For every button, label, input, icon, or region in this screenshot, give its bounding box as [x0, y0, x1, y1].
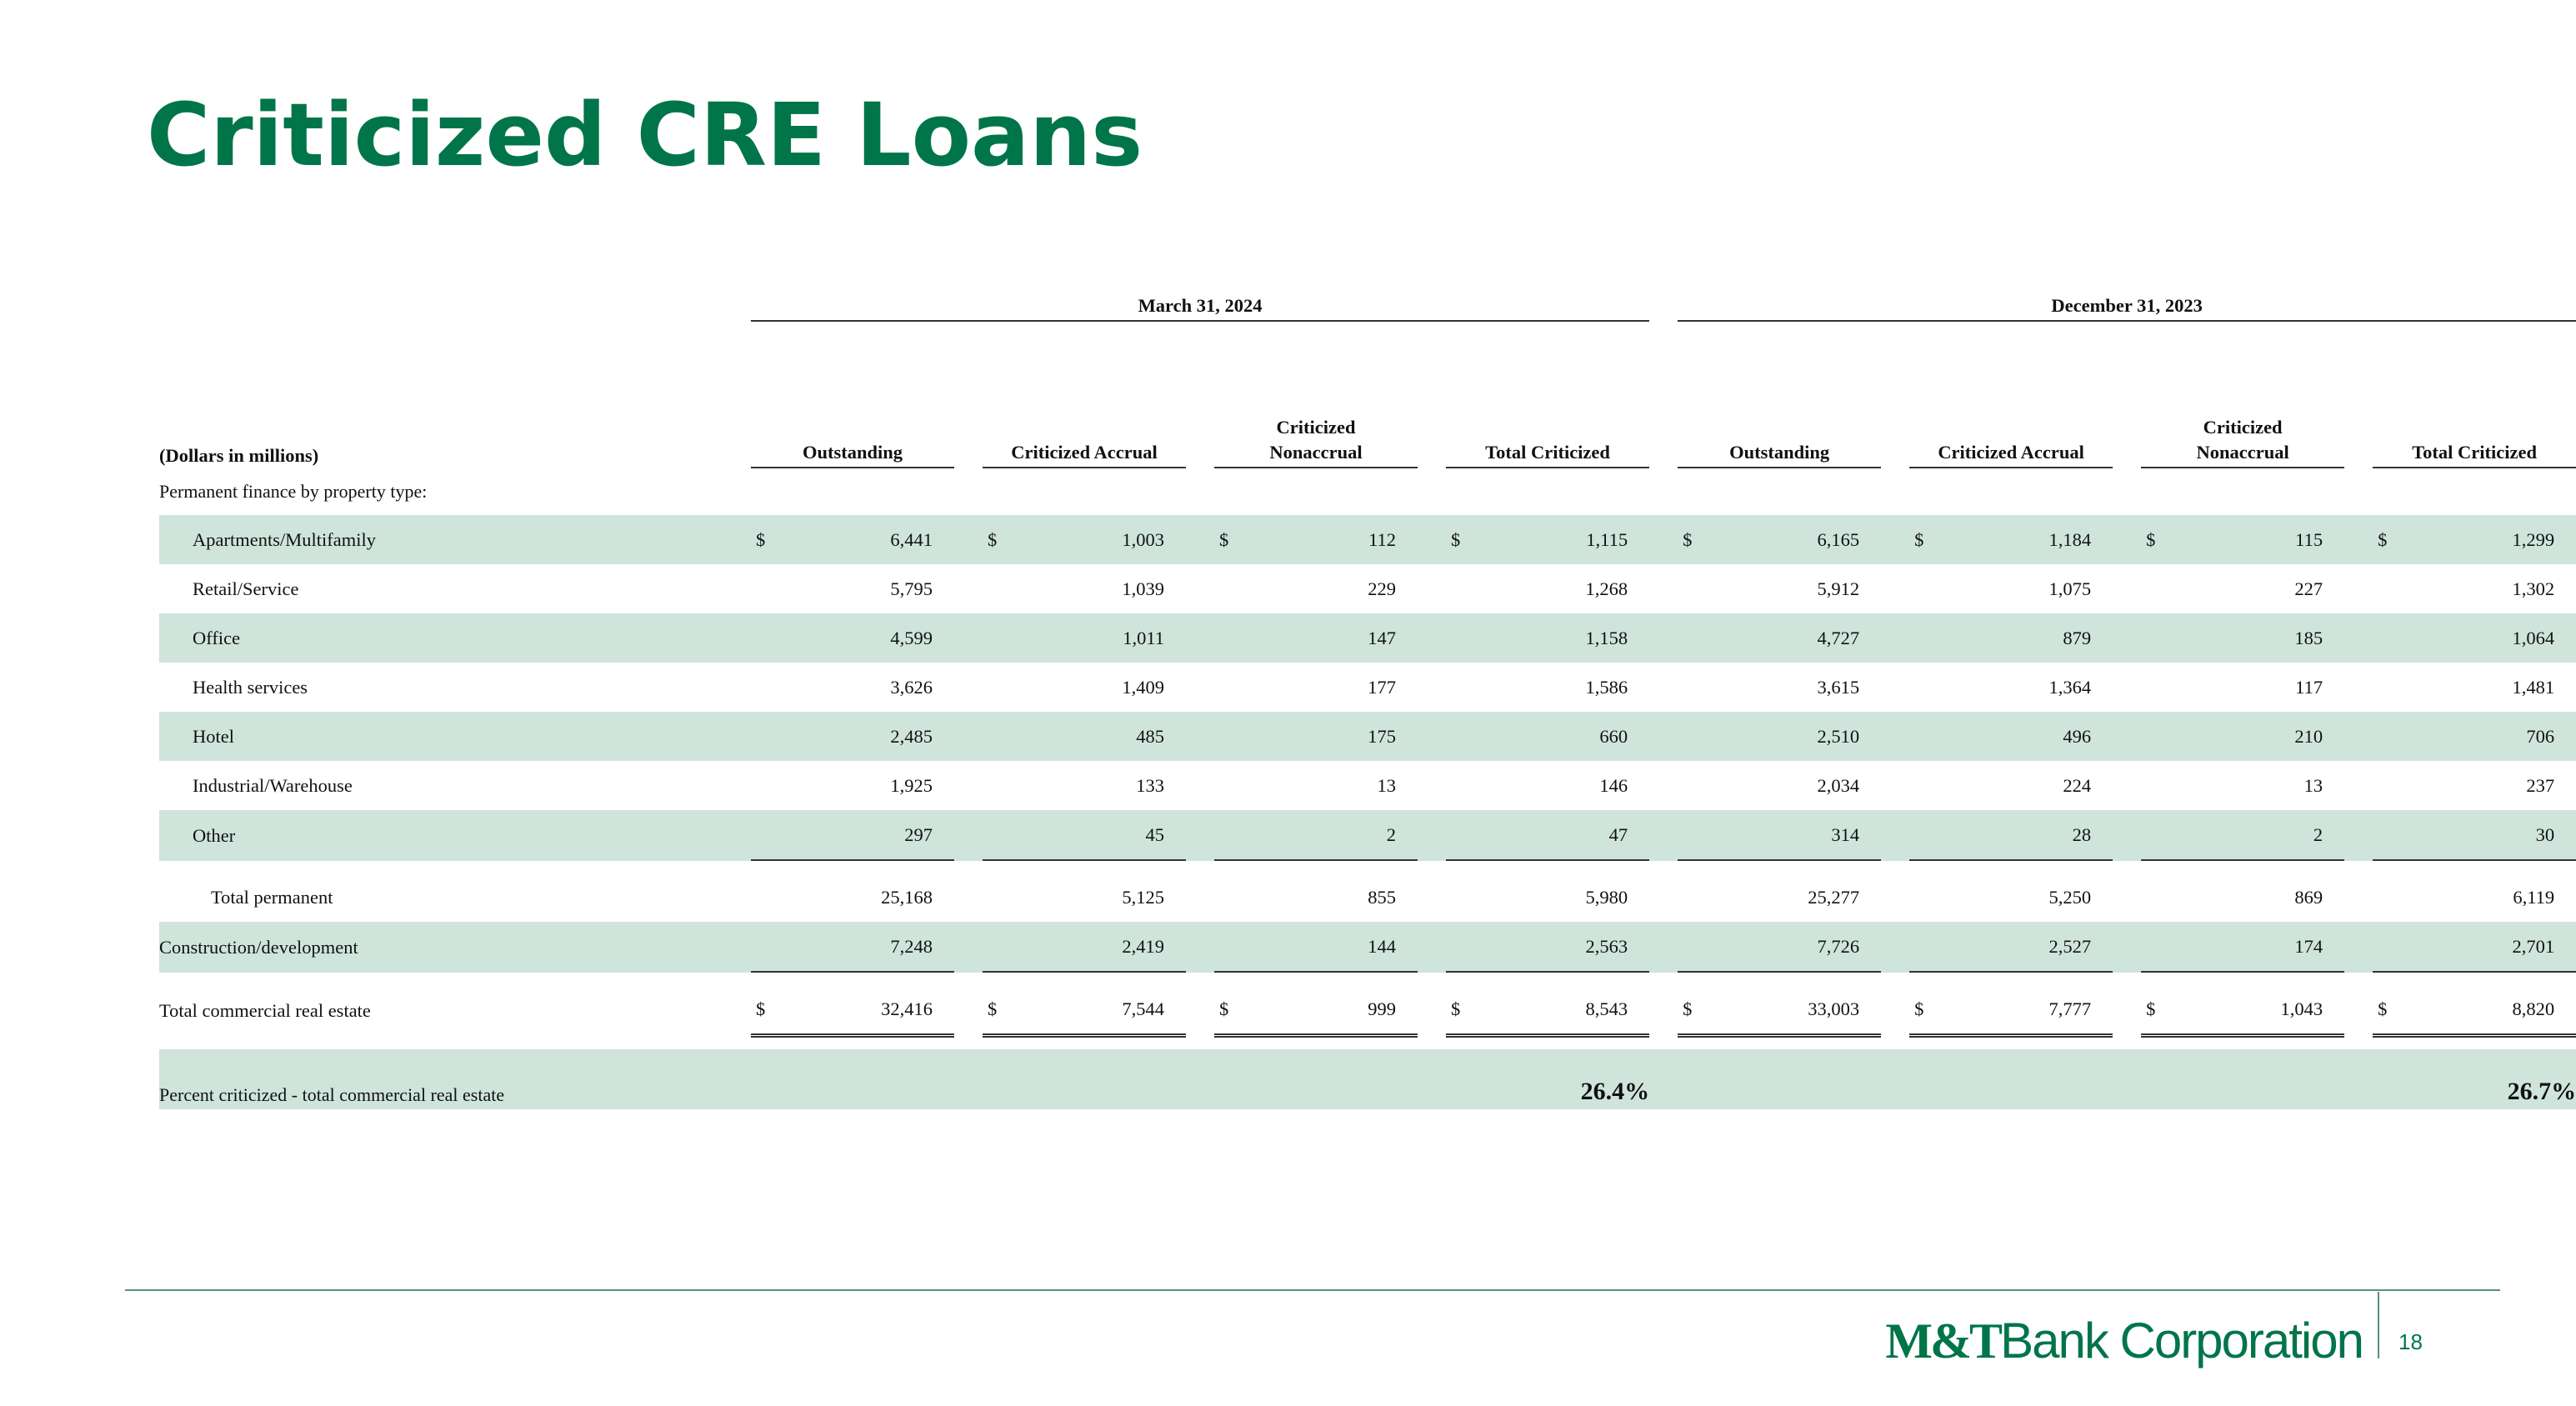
table-cell: [1678, 515, 1881, 564]
footer-separator: [2378, 1292, 2379, 1358]
table-cell: [2141, 761, 2344, 810]
cell-value: 1,299: [2512, 528, 2555, 550]
table-row: [159, 984, 2576, 1038]
row-label: Total permanent: [211, 886, 333, 908]
currency-symbol: $: [1914, 528, 1924, 550]
table-cell: [1446, 873, 1649, 922]
cell-value: 25,168: [881, 886, 933, 908]
table-cell: [1909, 564, 2113, 613]
table-row: [159, 564, 2576, 613]
table-row: [159, 613, 2576, 663]
row-label: Hotel: [159, 712, 743, 761]
cell-value: 2,419: [1122, 935, 1164, 957]
currency-symbol: $: [988, 528, 998, 550]
cell-value: 1,184: [2048, 528, 2092, 550]
cell-value: 2,563: [1585, 935, 1628, 957]
table-cell: [1214, 663, 1418, 712]
criticized-cre-table: [159, 283, 2576, 1109]
cell-value: 2,527: [2048, 935, 2092, 957]
table-cell: [1909, 663, 2113, 712]
table-cell: [751, 515, 954, 564]
table-cell: [1446, 613, 1649, 663]
cell-value: 45: [1145, 823, 1164, 845]
page-title: Criticized CRE Loans: [147, 84, 1143, 186]
cell-value: 147: [1368, 627, 1396, 648]
table-cell: [1678, 564, 1881, 613]
table-cell: [1214, 984, 1418, 1038]
table-cell: [983, 712, 1186, 761]
table-cell: [2373, 761, 2576, 810]
table-cell: [2373, 810, 2576, 861]
table-cell: [2141, 663, 2344, 712]
table-cell: [1909, 613, 2113, 663]
table-cell: [751, 984, 954, 1038]
cell-value: 117: [2295, 676, 2323, 698]
col-header-criticized-accrual: Criticized Accrual: [983, 405, 1186, 468]
row-label: Total commercial real estate: [159, 1000, 371, 1021]
table-cell: [1214, 761, 1418, 810]
table-row: [159, 922, 2576, 973]
row-label: Retail/Service: [193, 578, 299, 599]
cell-value: 4,599: [890, 627, 933, 648]
table-cell: [983, 663, 1186, 712]
table-cell: [2141, 712, 2344, 761]
table-cell: [2373, 613, 2576, 663]
currency-symbol: $: [1219, 528, 1229, 550]
table-cell: [2373, 564, 2576, 613]
table-cell: [1214, 613, 1418, 663]
table-cell: [1678, 663, 1881, 712]
table-cell: [751, 564, 954, 613]
percent-criticized-row: [159, 1049, 2576, 1109]
cell-value: 227: [2294, 578, 2323, 599]
table-cell: [1214, 873, 1418, 922]
cell-value: 1,039: [1122, 578, 1164, 599]
cell-value: 13: [1377, 774, 1396, 796]
table-cell: [1214, 564, 1418, 613]
cell-value: 297: [904, 823, 933, 845]
cell-value: 6,119: [2513, 886, 2555, 908]
cell-value: 3,615: [1817, 676, 1860, 698]
currency-symbol: $: [2146, 998, 2156, 1019]
cell-value: 7,726: [1817, 935, 1860, 957]
table-cell: [751, 922, 954, 973]
cell-value: 8,543: [1585, 998, 1628, 1019]
table-cell: [1214, 712, 1418, 761]
cell-value: 2: [2313, 823, 2323, 845]
currency-symbol: $: [2378, 528, 2388, 550]
cell-value: 3,626: [890, 676, 933, 698]
currency-symbol: $: [1683, 998, 1693, 1019]
cell-value: 1,115: [1586, 528, 1628, 550]
table-cell: [983, 810, 1186, 861]
table-cell: [1678, 873, 1881, 922]
table-row: [159, 761, 2576, 810]
table-cell: [2373, 984, 2576, 1038]
table-cell: [983, 515, 1186, 564]
cell-value: 5,912: [1817, 578, 1860, 599]
cell-value: 5,980: [1585, 886, 1628, 908]
row-label: Apartments/Multifamily: [159, 515, 743, 564]
cell-value: 177: [1368, 676, 1396, 698]
cell-value: 2,485: [890, 725, 933, 747]
cell-value: 1,043: [2280, 998, 2323, 1019]
table-cell: [2373, 663, 2576, 712]
cell-value: 496: [2063, 725, 2092, 747]
cell-value: 5,250: [2048, 886, 2092, 908]
cell-value: 224: [2063, 774, 2092, 796]
cell-value: 30: [2535, 823, 2555, 845]
row-label: Industrial/Warehouse: [193, 774, 353, 796]
cell-value: 1,003: [1122, 528, 1164, 550]
cell-value: 485: [1136, 725, 1164, 747]
table-cell: [1909, 873, 2113, 922]
table-cell: [1678, 613, 1881, 663]
table-cell: [983, 564, 1186, 613]
cell-value: 1,925: [890, 774, 933, 796]
table-row: [159, 663, 2576, 712]
cell-value: 706: [2526, 725, 2555, 747]
table-cell: [1214, 810, 1418, 861]
currency-symbol: $: [2378, 998, 2388, 1019]
table-cell: [1446, 564, 1649, 613]
table-cell: [1214, 515, 1418, 564]
col-header-criticized-nonaccrual: Criticized Nonaccrual: [2141, 405, 2344, 468]
cell-value: 1,364: [2048, 676, 2092, 698]
period-header-march-2024: March 31, 2024: [751, 283, 1649, 322]
cell-value: 660: [1599, 725, 1628, 747]
table-cell: [1678, 984, 1881, 1038]
cell-value: 879: [2063, 627, 2092, 648]
cell-value: 115: [2295, 528, 2323, 550]
row-label: Office: [159, 613, 743, 663]
table-cell: [1909, 810, 2113, 861]
cell-value: 185: [2294, 627, 2323, 648]
table-cell: [2141, 613, 2344, 663]
table-cell: [2373, 515, 2576, 564]
table-cell: [983, 613, 1186, 663]
cell-value: 175: [1368, 725, 1396, 747]
cell-value: 7,248: [890, 935, 933, 957]
currency-symbol: $: [2146, 528, 2156, 550]
col-header-total-criticized: Total Criticized: [1446, 405, 1649, 468]
table-cell: [1446, 663, 1649, 712]
table-cell: [1909, 922, 2113, 973]
cell-value: 133: [1136, 774, 1164, 796]
table-cell: [983, 922, 1186, 973]
cell-value: 144: [1368, 935, 1396, 957]
loans-table: [159, 283, 2576, 1109]
cell-value: 6,441: [890, 528, 933, 550]
table-cell: [2373, 873, 2576, 922]
table-cell: [1909, 761, 2113, 810]
table-cell: [2373, 922, 2576, 973]
cell-value: 7,544: [1122, 998, 1164, 1019]
footer-divider: [125, 1289, 2500, 1291]
cell-value: 33,003: [1808, 998, 1860, 1019]
cell-value: 25,277: [1808, 886, 1860, 908]
table-cell: [1678, 761, 1881, 810]
cell-value: 5,125: [1122, 886, 1164, 908]
cell-value: 13: [2303, 774, 2323, 796]
row-label: Percent criticized - total commercial real estate: [159, 1049, 743, 1109]
table-cell: [1446, 761, 1649, 810]
currency-symbol: $: [756, 528, 766, 550]
cell-value: 146: [1599, 774, 1628, 796]
table-cell: [983, 984, 1186, 1038]
currency-symbol: $: [756, 998, 766, 1019]
cell-value: 237: [2526, 774, 2555, 796]
table-cell: [983, 873, 1186, 922]
col-header-criticized-accrual: Criticized Accrual: [1909, 405, 2113, 468]
table-cell: [2141, 922, 2344, 973]
cell-value: 999: [1368, 998, 1396, 1019]
col-header-total-criticized: Total Criticized: [2373, 405, 2576, 468]
cell-value: 1,064: [2512, 627, 2555, 648]
table-cell: [1446, 810, 1649, 861]
table-cell: [1909, 712, 2113, 761]
cell-value: 855: [1368, 886, 1396, 908]
row-label: Other: [159, 810, 743, 861]
cell-value: 1,158: [1585, 627, 1628, 648]
currency-symbol: $: [1219, 998, 1229, 1019]
table-row: [159, 515, 2576, 564]
cell-value: 8,820: [2512, 998, 2555, 1019]
brand-logo: M&TBank Corporation: [1885, 1313, 2363, 1368]
cell-value: 1,302: [2512, 578, 2555, 599]
section-label: Permanent finance by property type:: [159, 481, 428, 502]
cell-value: 1,481: [2512, 676, 2555, 698]
cell-value: 1,011: [1123, 627, 1164, 648]
cell-value: 2,034: [1817, 774, 1860, 796]
table-cell: [1678, 810, 1881, 861]
table-cell: [2141, 564, 2344, 613]
table-row: [159, 712, 2576, 761]
table-cell: [1909, 984, 2113, 1038]
cell-value: 2,701: [2512, 935, 2555, 957]
cell-value: 6,165: [1817, 528, 1860, 550]
currency-symbol: $: [1683, 528, 1693, 550]
table-cell: [1446, 984, 1649, 1038]
cell-value: 28: [2072, 823, 2092, 845]
table-cell: [751, 712, 954, 761]
table-cell: [751, 613, 954, 663]
table-cell: [2141, 515, 2344, 564]
cell-value: 174: [2294, 935, 2323, 957]
table-cell: [751, 873, 954, 922]
table-cell: [1446, 515, 1649, 564]
col-header-outstanding: Outstanding: [751, 405, 954, 468]
cell-value: 32,416: [881, 998, 933, 1019]
cell-value: 1,268: [1585, 578, 1628, 599]
table-cell: [2141, 984, 2344, 1038]
table-cell: [1446, 712, 1649, 761]
table-cell: [1678, 922, 1881, 973]
cell-value: 2,510: [1817, 725, 1860, 747]
table-row: [159, 873, 2576, 922]
period-header-december-2023: December 31, 2023: [1678, 283, 2576, 322]
cell-value: 869: [2294, 886, 2323, 908]
cell-value: 1,586: [1585, 676, 1628, 698]
cell-value: 5,795: [890, 578, 933, 599]
table-cell: [1446, 922, 1649, 973]
units-label: (Dollars in millions): [159, 445, 319, 466]
table-row: [159, 810, 2576, 861]
table-cell: [983, 761, 1186, 810]
cell-value: 210: [2294, 725, 2323, 747]
cell-value: 2: [1386, 823, 1396, 845]
cell-value: 4,727: [1817, 627, 1860, 648]
cell-value: 7,777: [2048, 998, 2092, 1019]
col-header-outstanding: Outstanding: [1678, 405, 1881, 468]
table-cell: [751, 761, 954, 810]
currency-symbol: $: [988, 998, 998, 1019]
currency-symbol: $: [1451, 528, 1461, 550]
currency-symbol: $: [1451, 998, 1461, 1019]
col-header-criticized-nonaccrual: Criticized Nonaccrual: [1214, 405, 1418, 468]
table-cell: [2373, 712, 2576, 761]
table-cell: [2141, 873, 2344, 922]
table-cell: [1909, 515, 2113, 564]
percent-value: 26.4%: [1446, 1049, 1649, 1109]
table-cell: [751, 810, 954, 861]
cell-value: 47: [1608, 823, 1628, 845]
cell-value: 1,409: [1122, 676, 1164, 698]
page-number: 18: [2398, 1329, 2423, 1354]
table-cell: [1214, 922, 1418, 973]
table-cell: [751, 663, 954, 712]
row-label: Health services: [193, 676, 308, 698]
cell-value: 112: [1368, 528, 1396, 550]
percent-value: 26.7%: [2373, 1049, 2576, 1109]
cell-value: 314: [1831, 823, 1860, 845]
currency-symbol: $: [1914, 998, 1924, 1019]
row-label: Construction/development: [159, 922, 743, 973]
cell-value: 229: [1368, 578, 1396, 599]
table-cell: [1678, 712, 1881, 761]
cell-value: 1,075: [2048, 578, 2092, 599]
table-cell: [2141, 810, 2344, 861]
